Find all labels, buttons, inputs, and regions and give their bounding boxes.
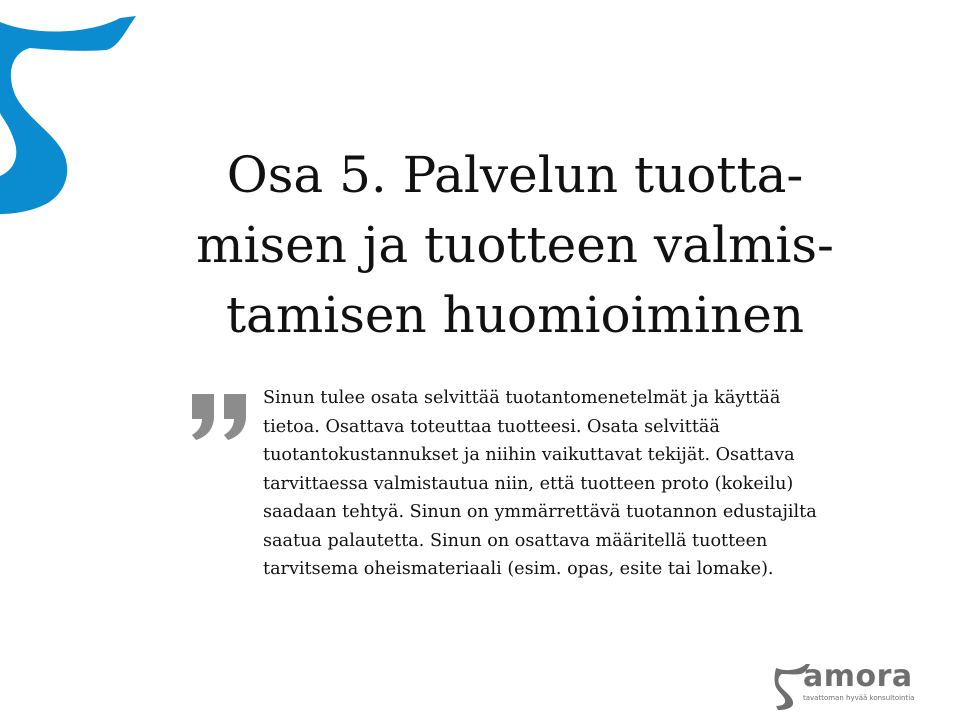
body-line: saadaan tehtyä. Sinun on ymmärrettävä tuotannon edustajilta (263, 502, 817, 522)
closing-quote-icon (188, 390, 252, 442)
body-line: tuotantokustannukset ja niihin vaikuttavat tekijät. Osattava (263, 445, 795, 465)
body-line: tarvitsema oheismateriaali (esim. opas, esite tai lomake). (263, 559, 774, 579)
body-line: tietoa. Osattava toteuttaa tuotteesi. Osata selvittää (263, 416, 720, 437)
logo-wordmark: amora (803, 659, 913, 694)
brand-s-swoosh-icon (0, 0, 150, 230)
title-line: misen ja tuotteen valmis- (196, 216, 834, 274)
samora-logo (772, 658, 915, 714)
body-paragraph (263, 384, 913, 584)
body-line: Sinun tulee osata selvittää tuotantomenetelmät ja käyttää (263, 388, 781, 408)
logo-tagline: tavattoman hyvää konsultointia (803, 694, 915, 702)
title-line: Osa 5. Palvelun tuotta- (226, 146, 804, 204)
slide-title (150, 140, 880, 350)
body-line: saatua palautetta. Sinun on osattava määritellä tuotteen (263, 530, 768, 551)
body-line: tarvittaessa valmistautua niin, että tuotteen proto (kokeilu) (263, 473, 794, 494)
title-line: tamisen huomioiminen (225, 286, 805, 344)
